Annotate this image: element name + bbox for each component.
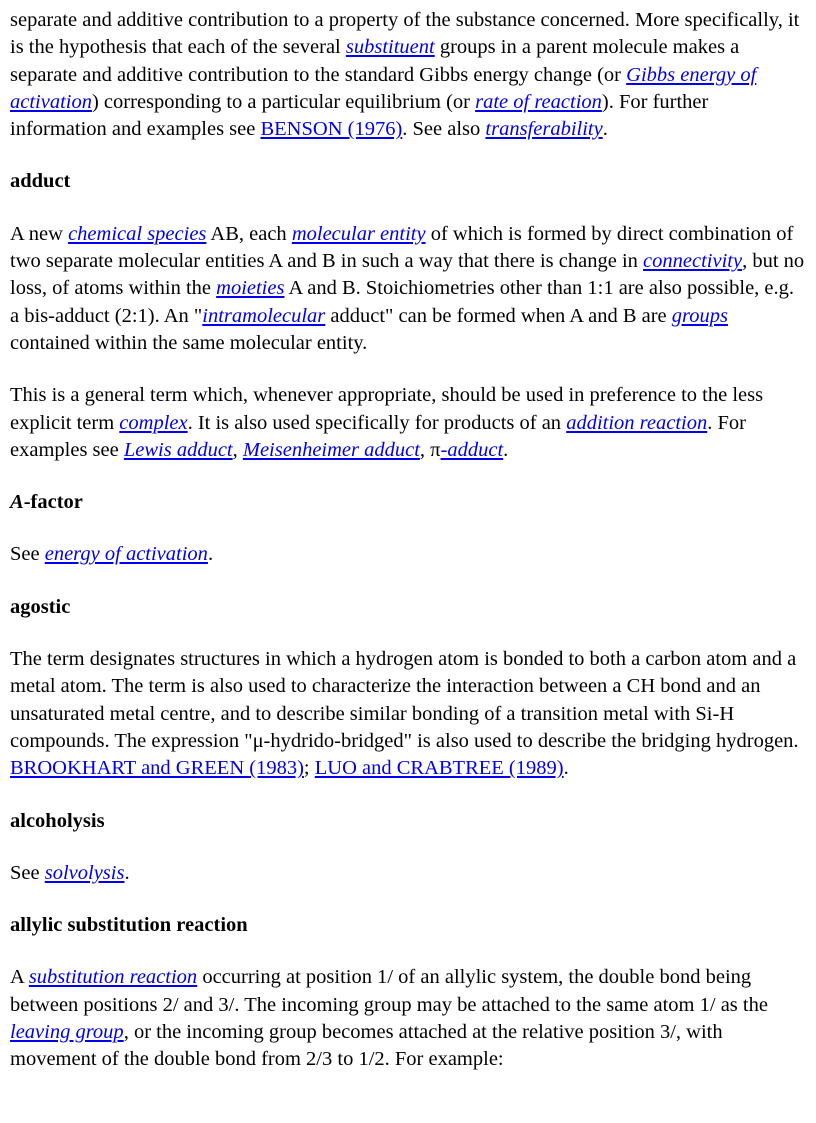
link-intramolecular[interactable]: intramolecular (202, 304, 326, 327)
link-substituent[interactable]: substituent (345, 36, 435, 59)
term-heading-agostic: agostic (10, 595, 71, 618)
pi-symbol: π (430, 438, 441, 461)
link-luo-crabtree-1989[interactable]: LUO and CRABTREE (1989) (314, 757, 564, 780)
link-benson-1976[interactable]: BENSON (1976) (260, 118, 403, 141)
link-rate-of-reaction[interactable]: rate of reaction (475, 90, 602, 113)
a-factor-definition: See energy of activation. (10, 543, 214, 566)
paragraph-continuation: separate and additive contribution to a property of the substance concerned. More specifically, it is the hypothesis that each of the several substituent groups in a parent molecule makes a separate and additive contribution to the standard Gibbs energy change (or Gibbs energy of activation) corresponding to a particular equilibrium (or rate of reaction). For further information and examples see BENSON (1976). See also transferability. (10, 9, 800, 141)
link-addition-reaction[interactable]: addition reaction (566, 411, 708, 434)
adduct-definition: A new chemical species AB, each molecular entity of which is formed by direct combination of two separate molecular entities A and B in such a way that there is change in connectivity, but no loss, of atoms within the moieties A and B. Stoichiometries other than 1:1 are also possible, e.g. a bis-adduct (2:1). An "intramolecular adduct" can be formed when A and B are groups contained within the same molecular entity. (10, 222, 805, 354)
link-brookhart-green-1983[interactable]: BROOKHART and GREEN (1983) (10, 757, 304, 780)
link-solvolysis[interactable]: solvolysis (44, 861, 125, 884)
link-leaving-group[interactable]: leaving group (10, 1021, 124, 1044)
term-heading-a-factor: A-factor (10, 491, 83, 514)
term-heading-allylic-substitution: allylic substitution reaction (10, 914, 248, 937)
link-complex[interactable]: complex (119, 411, 188, 434)
link-groups[interactable]: groups (671, 304, 728, 327)
link-substitution-reaction[interactable]: substitution reaction (28, 966, 198, 989)
link-meisenheimer-adduct[interactable]: Meisenheimer adduct (242, 438, 420, 461)
link-molecular-entity[interactable]: molecular entity (291, 222, 426, 245)
alcoholysis-definition: See solvolysis. (10, 861, 130, 884)
link-chemical-species[interactable]: chemical species (68, 222, 207, 245)
link-gibbs-energy-of-activation[interactable]: Gibbs energy of activation (10, 63, 757, 113)
allylic-substitution-definition: A substitution reaction occurring at position 1/ of an allylic system, the double bond being between positions 2/ and 3/. The incoming group may be attached to the same atom 1/ as the leaving group, or the incoming group becomes attached at the relative position 3/, with movement of the double bond from 2/3 to 1/2. For example: (10, 966, 768, 1071)
term-heading-adduct: adduct (10, 170, 71, 193)
link-connectivity[interactable]: connectivity (643, 250, 743, 273)
link-energy-of-activation[interactable]: energy of activation (44, 543, 208, 566)
agostic-definition: The term designates structures in which a hydrogen atom is bonded to both a carbon atom and a metal atom. The term is also used to characterize the interaction between a CH bond and an unsaturated metal centre, and to describe similar bonding of a transition metal with Si-H compounds. The expression "μ-hydrido-bridged" is also used to describe the bridging hydrogen. BROOKHART and GREEN (1983); LUO and CRABTREE (1989). (10, 648, 799, 780)
link-lewis-adduct[interactable]: Lewis adduct (123, 438, 233, 461)
adduct-usage-note: This is a general term which, whenever appropriate, should be used in preference to the less explicit term complex. It is also used specifically for products of an addition reaction. For examples see Lewis adduct, Meisenheimer adduct, π-adduct. (10, 384, 764, 461)
link-transferability[interactable]: transferability (485, 118, 603, 141)
term-heading-alcoholysis: alcoholysis (10, 809, 105, 832)
link-moieties[interactable]: moieties (216, 277, 285, 300)
link-pi-adduct[interactable]: -adduct (440, 438, 504, 461)
